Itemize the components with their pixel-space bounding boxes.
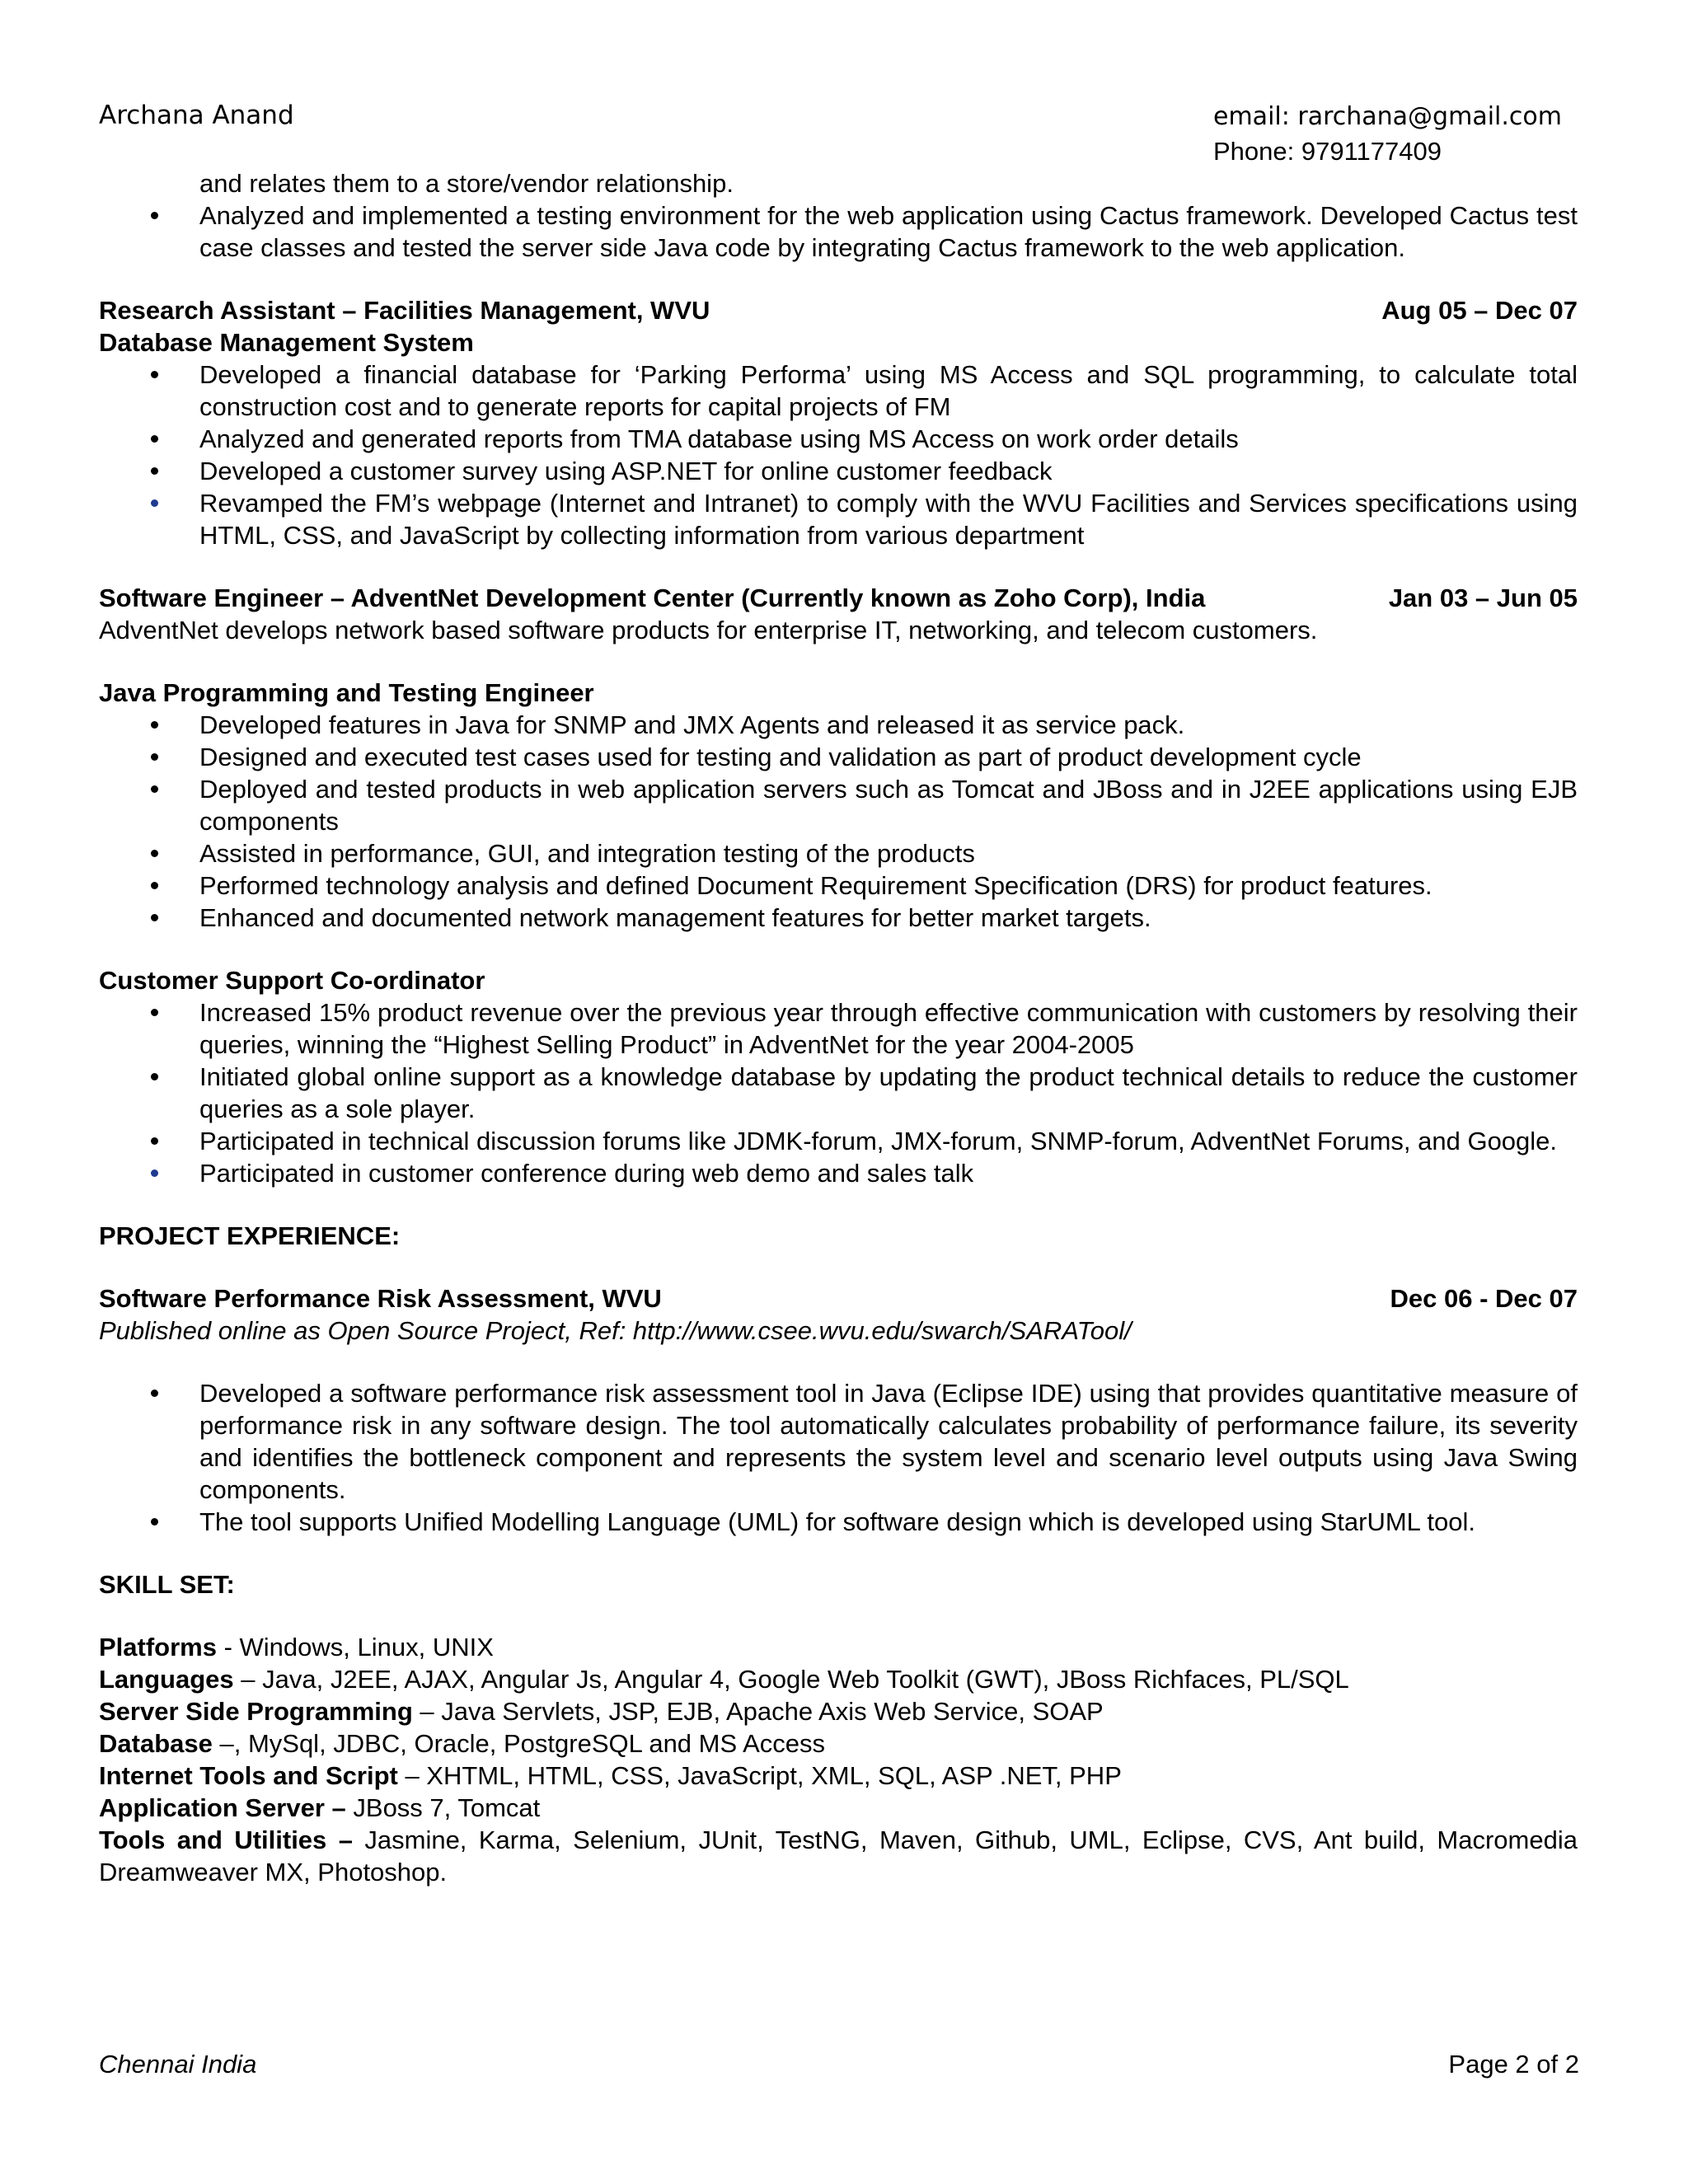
skill-value: - Windows, Linux, UNIX bbox=[216, 1633, 494, 1661]
company-description: AdventNet develops network based software products for enterprise IT, networking, and telecom customers. bbox=[99, 616, 1318, 644]
job-dates: Jan 03 – Jun 05 bbox=[1388, 583, 1578, 612]
job-subtitle: Database Management System bbox=[99, 328, 474, 357]
list-item: Participated in customer conference during web demo and sales talk bbox=[99, 1157, 1578, 1189]
skill-row bbox=[99, 1824, 1578, 1888]
skill-label: Internet Tools and Script bbox=[99, 1761, 398, 1790]
research-header bbox=[99, 294, 1578, 326]
skill-value: –, MySql, JDBC, Oracle, PostgreSQL and MS Access bbox=[212, 1729, 825, 1758]
carryover-bullets bbox=[99, 199, 1578, 264]
resume-body bbox=[99, 167, 1578, 1888]
skill-row bbox=[99, 1792, 1578, 1824]
skill-value: – XHTML, HTML, CSS, JavaScript, XML, SQL, ASP .NET, PHP bbox=[397, 1761, 1122, 1790]
skill-value: JBoss 7, Tomcat bbox=[345, 1793, 541, 1822]
section-heading-skills: SKILL SET: bbox=[99, 1570, 235, 1599]
continued-text: and relates them to a store/vendor relationship. bbox=[199, 169, 734, 198]
role-title: Java Programming and Testing Engineer bbox=[99, 678, 594, 707]
list-item: The tool supports Unified Modelling Language (UML) for software design which is developed using StarUML tool. bbox=[99, 1506, 1578, 1538]
project-title: Software Performance Risk Assessment, WVU bbox=[99, 1284, 662, 1313]
list-item: Developed a financial database for ‘Parking Performa’ using MS Access and SQL programming, to calculate total construction cost and to generate reports for capital projects of FM bbox=[99, 359, 1578, 423]
job-title: Research Assistant – Facilities Management, WVU bbox=[99, 296, 710, 325]
job-title: Software Engineer – AdventNet Development Center (Currently known as Zoho Corp), India bbox=[99, 583, 1206, 612]
list-item: Analyzed and implemented a testing environment for the web application using Cactus framework. Developed Cactus test case classes and tested the server side Java code by integrating Cactus framework to the web application. bbox=[99, 199, 1578, 264]
skill-label: Platforms bbox=[99, 1633, 217, 1661]
candidate-name: Archana Anand bbox=[99, 101, 294, 130]
skill-value: Jasmine, Karma, Selenium, JUnit, TestNG, Maven, Github, UML, Eclipse, CVS, Ant build, Macromedia Dreamweaver MX, Photoshop. bbox=[99, 1825, 1578, 1886]
job-dates: Aug 05 – Dec 07 bbox=[1381, 296, 1578, 325]
list-item: Designed and executed test cases used for testing and validation as part of product development cycle bbox=[99, 741, 1578, 773]
project-dates: Dec 06 - Dec 07 bbox=[1390, 1284, 1578, 1313]
skill-label: Server Side Programming bbox=[99, 1697, 413, 1726]
list-item: Developed features in Java for SNMP and JMX Agents and released it as service pack. bbox=[99, 709, 1578, 741]
list-item: Revamped the FM’s webpage (Internet and Intranet) to comply with the WVU Facilities and Services specifications using HTML, CSS, and JavaScript by collecting information from various department bbox=[99, 487, 1578, 551]
list-item: Assisted in performance, GUI, and integration testing of the products bbox=[99, 837, 1578, 869]
list-item: Initiated global online support as a knowledge database by updating the product technical details to reduce the customer queries as a sole player. bbox=[99, 1061, 1578, 1125]
project-bullets bbox=[99, 1377, 1578, 1538]
list-item: Developed a software performance risk assessment tool in Java (Eclipse IDE) using that provides quantitative measure of performance risk in any software design. The tool automatically calculates probability of performance failure, its severity and identifies the bottleneck component and represents the system level and scenario level outputs using Java Swing components. bbox=[99, 1377, 1578, 1506]
skill-row bbox=[99, 1695, 1578, 1727]
skill-row bbox=[99, 1760, 1578, 1792]
skill-value: – Java, J2EE, AJAX, Angular Js, Angular 4, Google Web Toolkit (GWT), JBoss Richfaces, PL/SQL bbox=[233, 1665, 1349, 1694]
list-item: Increased 15% product revenue over the previous year through effective communication with customers by resolving their queries, winning the “Highest Selling Product” in AdventNet for the year 2004-2005 bbox=[99, 996, 1578, 1061]
skill-row bbox=[99, 1727, 1578, 1760]
list-item: Deployed and tested products in web application servers such as Tomcat and JBoss and in J2EE applications using EJB components bbox=[99, 773, 1578, 837]
skill-label: Languages bbox=[99, 1665, 234, 1694]
page-number: Page 2 of 2 bbox=[1448, 2050, 1579, 2079]
project-reference: Published online as Open Source Project, Ref: http://www.csee.wvu.edu/swarch/SARATool/ bbox=[99, 1316, 1132, 1345]
adventnet-header bbox=[99, 582, 1578, 614]
skill-label: Application Server – bbox=[99, 1793, 346, 1822]
role-title: Customer Support Co-ordinator bbox=[99, 966, 485, 995]
contact-phone: Phone: 9791177409 bbox=[1213, 137, 1442, 166]
footer-location: Chennai India bbox=[99, 2050, 257, 2079]
list-item: Enhanced and documented network management features for better market targets. bbox=[99, 902, 1578, 934]
list-item: Analyzed and generated reports from TMA database using MS Access on work order details bbox=[99, 423, 1578, 455]
section-heading-projects: PROJECT EXPERIENCE: bbox=[99, 1221, 401, 1250]
list-item: Performed technology analysis and defined Document Requirement Specification (DRS) for product features. bbox=[99, 869, 1578, 902]
java-role-bullets bbox=[99, 709, 1578, 934]
list-item: Developed a customer survey using ASP.NET for online customer feedback bbox=[99, 455, 1578, 487]
contact-email: email: rarchana@gmail.com bbox=[1213, 102, 1562, 131]
research-bullets bbox=[99, 359, 1578, 551]
skill-label: Tools and Utilities – bbox=[99, 1825, 353, 1854]
support-role-bullets bbox=[99, 996, 1578, 1189]
list-item: Participated in technical discussion forums like JDMK-forum, JMX-forum, SNMP-forum, AdventNet Forums, and Google. bbox=[99, 1125, 1578, 1157]
skill-row bbox=[99, 1663, 1578, 1695]
project-header bbox=[99, 1282, 1578, 1315]
skill-value: – Java Servlets, JSP, EJB, Apache Axis Web Service, SOAP bbox=[412, 1697, 1104, 1726]
skill-row bbox=[99, 1631, 1578, 1663]
skill-label: Database bbox=[99, 1729, 213, 1758]
